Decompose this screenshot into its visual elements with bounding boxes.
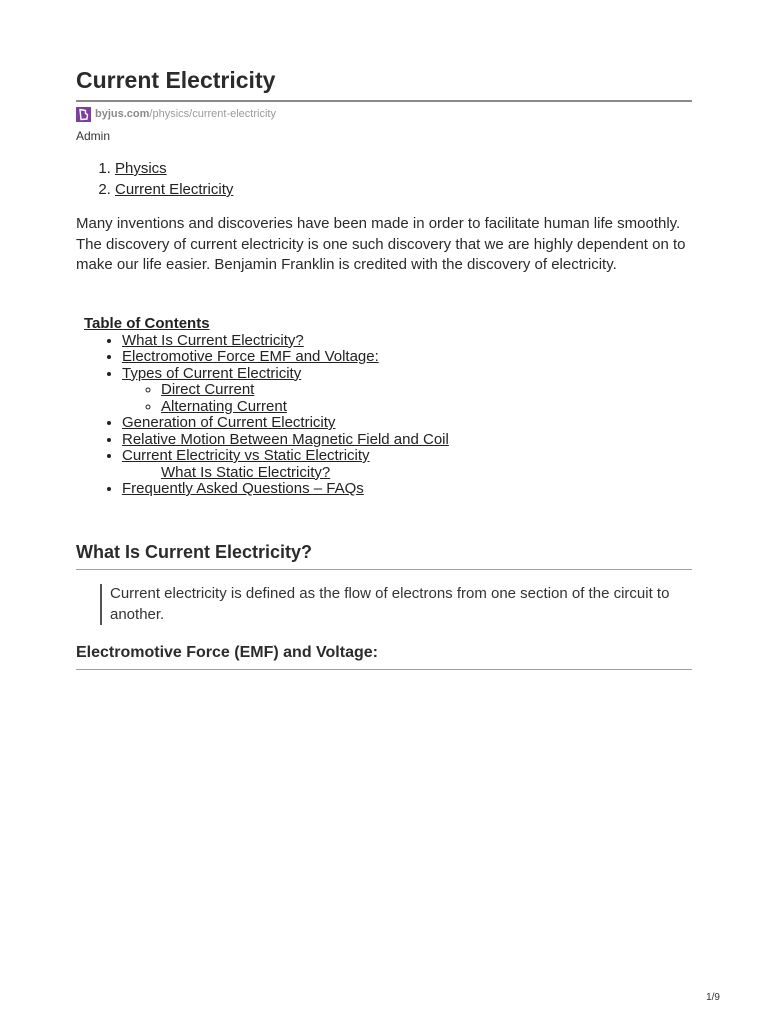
toc-item bbox=[122, 333, 449, 350]
toc-link-relative-motion[interactable]: Relative Motion Between Magnetic Field and Coil bbox=[122, 430, 449, 448]
page-title: Current Electricity bbox=[76, 67, 276, 93]
toc-title: Table of Contents bbox=[84, 315, 210, 332]
toc-link-emf-and-voltage[interactable]: Electromotive Force EMF and Voltage: bbox=[122, 348, 379, 365]
toc-link-alternating-current[interactable]: Alternating Current bbox=[161, 397, 287, 415]
breadcrumb-link-current-electricity[interactable]: Current Electricity bbox=[115, 181, 234, 198]
breadcrumb-item-physics bbox=[115, 158, 233, 179]
section-divider bbox=[76, 569, 692, 570]
toc-subitem bbox=[161, 382, 449, 399]
toc-link-what-is-static-electricity[interactable]: What Is Static Electricity? bbox=[161, 463, 331, 481]
source-domain[interactable]: byjus.com bbox=[95, 108, 150, 120]
breadcrumb-item-current-electricity bbox=[115, 179, 233, 200]
breadcrumb bbox=[76, 158, 233, 200]
toc-link-current-vs-static[interactable]: Current Electricity vs Static Electricity bbox=[122, 447, 370, 464]
toc-link-generation[interactable]: Generation of Current Electricity bbox=[122, 414, 336, 431]
toc-sublist bbox=[122, 382, 449, 415]
toc-subitem bbox=[122, 465, 449, 482]
intro-paragraph: Many inventions and discoveries have been made in order to facilitate human life smoothly. The discovery of current electricity is one such discovery that we are highly dependent on to make our life easier. Benjamin Franklin is credited with the discovery of electricity. bbox=[76, 215, 686, 273]
toc-item bbox=[122, 366, 449, 416]
toc-item bbox=[122, 432, 449, 449]
section-heading-emf-and-voltage: Electromotive Force (EMF) and Voltage: bbox=[76, 644, 378, 661]
definition-blockquote: Current electricity is defined as the flow of electrons from one section of the circuit to another. bbox=[100, 584, 686, 625]
toc-link-what-is-current-electricity[interactable]: What Is Current Electricity? bbox=[122, 331, 304, 349]
source-path[interactable]: /physics/current-electricity bbox=[149, 108, 276, 120]
byjus-logo-icon bbox=[76, 107, 91, 122]
breadcrumb-link-physics[interactable]: Physics bbox=[115, 160, 167, 177]
toc-list bbox=[84, 333, 449, 498]
toc-link-types-of-current-electricity[interactable]: Types of Current Electricity bbox=[122, 364, 302, 382]
source-line bbox=[76, 106, 276, 122]
section-heading-what-is-current-electricity: What Is Current Electricity? bbox=[76, 542, 313, 562]
toc-link-faqs[interactable]: Frequently Asked Questions – FAQs bbox=[122, 480, 364, 497]
table-of-contents bbox=[84, 316, 449, 498]
title-divider bbox=[76, 100, 692, 102]
toc-item bbox=[122, 448, 449, 465]
author-name: Admin bbox=[76, 129, 111, 143]
toc-subitem bbox=[161, 399, 449, 416]
toc-link-direct-current[interactable]: Direct Current bbox=[161, 381, 255, 398]
page-number: 1/9 bbox=[706, 992, 720, 1003]
toc-item bbox=[122, 349, 449, 366]
section-divider bbox=[76, 669, 692, 670]
toc-item bbox=[122, 481, 449, 498]
toc-item bbox=[122, 415, 449, 432]
